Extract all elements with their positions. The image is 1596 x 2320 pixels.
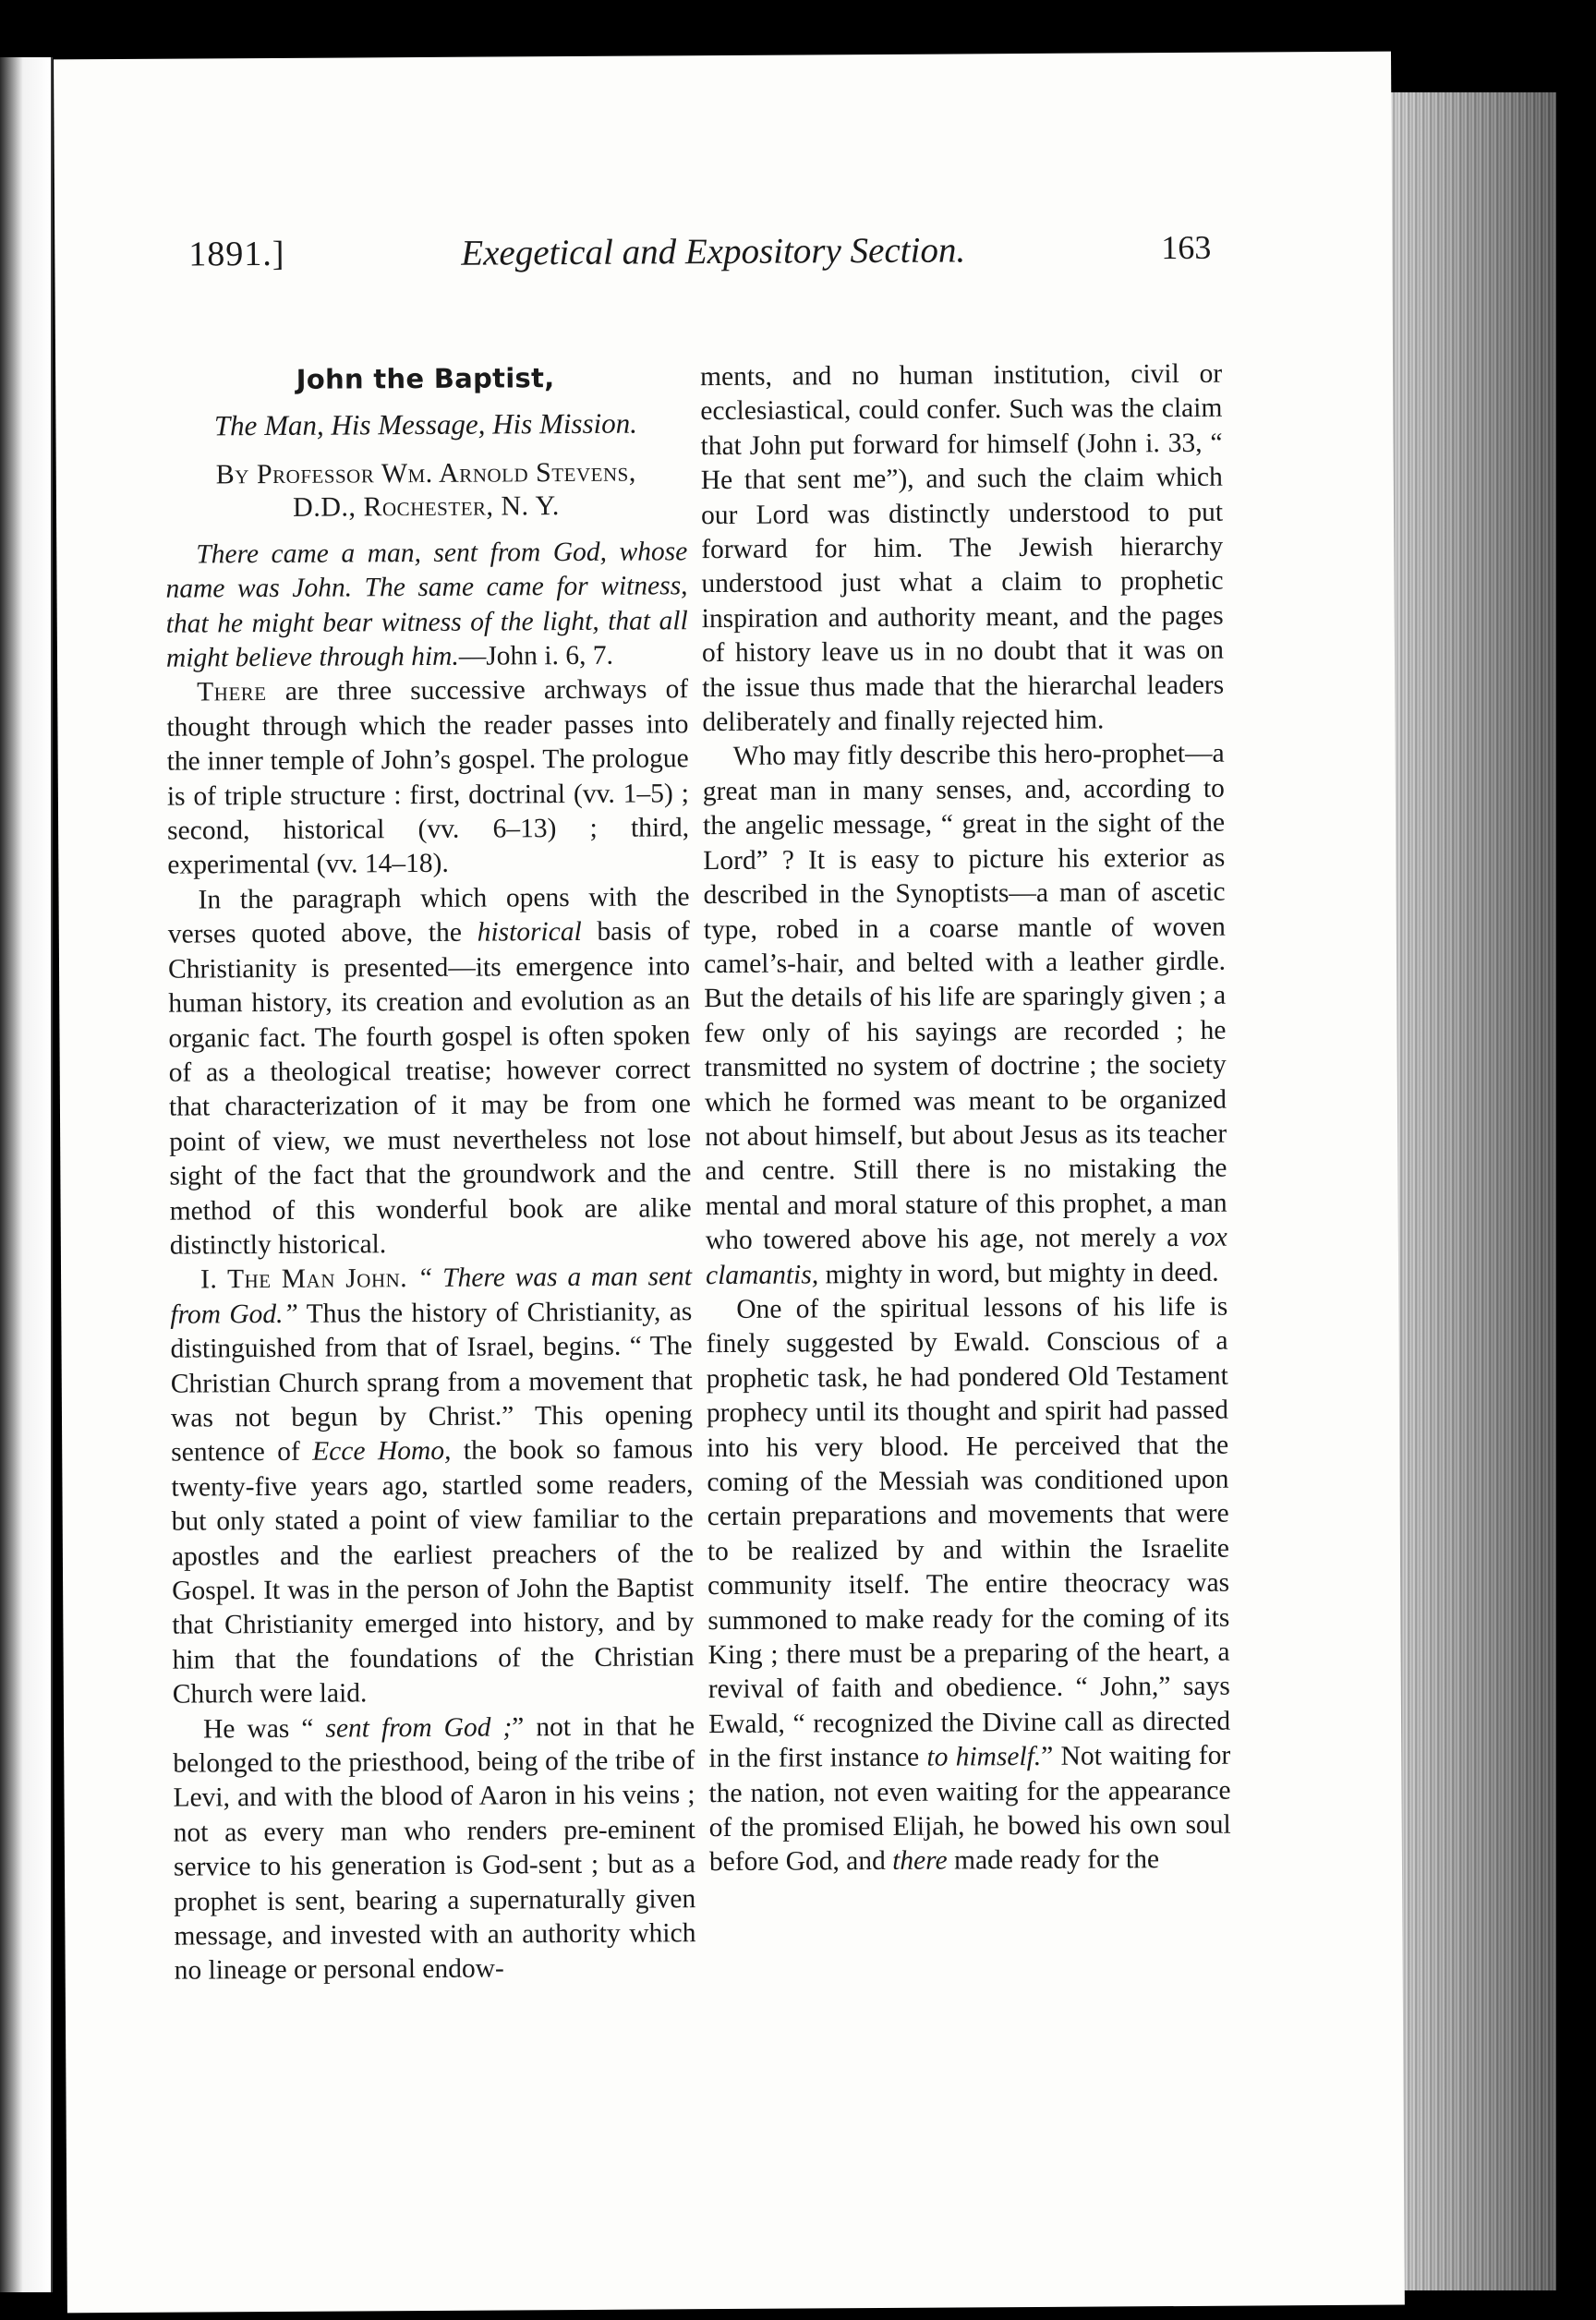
- paragraph-4-text-a: He was “: [202, 1713, 326, 1745]
- book-page: [54, 52, 1405, 2314]
- article-title: John the Baptist,: [296, 362, 555, 395]
- paragraph-5-text-b: mighty in word, but mighty in deed.: [818, 1257, 1219, 1289]
- paragraph-4-emphasis: sent from God ;: [325, 1712, 513, 1744]
- paragraph-1: [166, 673, 689, 884]
- left-page-edge: [0, 57, 53, 2292]
- paragraph-2-emphasis: historical: [477, 917, 582, 948]
- paragraph-5: [703, 737, 1228, 1293]
- paragraph-6: [706, 1290, 1231, 1880]
- epigraph: There came a man, sent from God, whose name was John. The same came for witness, that he might bear witness of the light, that all might believe through him.: [165, 537, 688, 673]
- byline: [165, 455, 687, 525]
- paragraph-3-text-b: the book so famous twenty-five years ago, startled some readers, but only stated a point of view familiar to the apostles and the earliest preachers of the Gospel. It was in the person of John the Baptist that Christianity emerged into history, and by him that the foundations of the Christian Church were laid.: [171, 1434, 695, 1710]
- byline-line-2: D.D., Rochester, N. Y.: [293, 489, 560, 523]
- paragraph-6-text-a: One of the spiritual lessons of his life is finely suggested by Ewald. Conscious of a prophetic task, he had pondered Old Testament prophecy until its thought and spirit had passed into his very blood. He perceived that the coming of the Messiah was conditioned upon certain preparations and movements that were to be realized by and within the Israelite community itself. The entire theocracy was summoned to make ready for the coming of its King ; there must be a preparing of the heart, a revival of faith and obedience. “ John,” says Ewald, “ recognized the Divine call as directed in the first instance: [706, 1291, 1231, 1774]
- right-column: [700, 357, 1231, 1880]
- paragraph-3: [170, 1261, 695, 1713]
- article-subtitle: The Man, His Message, His Mission.: [213, 406, 638, 442]
- paragraph-2-text-a: In the paragraph which opens with the verses quoted above, the: [167, 882, 690, 949]
- epigraph-reference: —John i. 6, 7.: [458, 640, 614, 671]
- paragraph-1-text: are three successive archways of thought through which the reader passes into the inner temple of John’s gospel. The prologue is of triple structure : first, doctrinal (vv. 1–5) ; second, historical (vv. 6–13) ; third, experimental (vv. 14–18).: [166, 674, 690, 881]
- epigraph-paragraph: [165, 535, 688, 676]
- paragraph-1-lead: There: [197, 677, 267, 707]
- left-column: [164, 360, 696, 1988]
- paragraph-6-emphasis-2: there: [892, 1846, 948, 1877]
- paragraph-5-text-a: Who may fitly describe this hero-prophet—a great man in many senses, and, according to the angelic message, “ great in the sight of the Lord” ? It is easy to picture his exterior as described in the Synoptists—a man of ascetic type, robed in a coarse mantle of woven camel’s-hair, and belted with a leather girdle. But the details of his life are sparingly given ; a few only of his sayings are recorded ; he transmitted no system of doctrine ; the society which he formed was meant to be organized not about himself, but about Jesus as its teacher and centre. Still there is no mistaking the mental and moral stature of this prophet, a man who towered above his age, not merely a: [702, 739, 1227, 1256]
- book-page-edges: [1381, 92, 1556, 2290]
- paragraph-2-text-b: basis of Christianity is presented—its emergence into human history, its creation and evolution as an organic fact. The fourth gospel is often spoken of as a theological treatise; however correct that characterization of it may be from one point of view, we must nevertheless not lose sight of the fact that the groundwork and the method of this wonderful book are alike distinctly historical.: [167, 916, 692, 1261]
- paragraph-6-text-c: made ready for the: [947, 1844, 1160, 1877]
- paragraph-3-emphasis: Ecce Homo,: [312, 1436, 452, 1468]
- paragraph-4: [173, 1710, 696, 1989]
- running-title: Exegetical and Expository Section.: [461, 230, 966, 273]
- paragraph-6-emphasis-1: to himself.: [926, 1742, 1042, 1772]
- paragraph-4-text-b: ” not in that he belonged to the priesthood, being of the tribe of Levi, and with the blood of Aaron in his veins ; not as every man who renders pre-eminent service to his generation is God-sent ; but as a prophet is sent, bearing a supernaturally given message, and invested with an authority which no lineage or personal endow-: [173, 1710, 696, 1987]
- header-year: 1891.]: [188, 234, 285, 274]
- paragraph-2: [167, 880, 692, 1263]
- running-header: [54, 227, 1392, 291]
- paragraph-6-text-b: ” Not waiting for the nation, not even waiting for the appearance of the promised Elijah, he bowed his own soul before God, and: [708, 1740, 1231, 1878]
- section-heading-the-man-john: I. The Man John.: [200, 1263, 408, 1295]
- paragraph-4-continued: ments, and no human institution, civil or ecclesiastical, could confer. Such was the claim that John put forward for himself (John i. 33, “ He that sent me”), and such the claim which our Lord was distinctly understood to put forward for him. The Jewish hierarchy understood just what a claim to prophetic inspiration and authority meant, and the pages of history leave us in no doubt that it was on the issue thus made that the hierarchal leaders deliberately and finally rejected him.: [700, 358, 1225, 738]
- paragraph-3-quote: “ There was a man sent from God.”: [170, 1262, 693, 1330]
- page-number: 163: [1161, 228, 1212, 267]
- paragraph-3-text-a: Thus the history of Christianity, as distinguished from that of Israel, begins. “ The Christian Church sprang from a movement that was not begun by Christ.” This opening sentence of: [170, 1296, 694, 1468]
- paragraph-5-emphasis: vox clamantis,: [705, 1222, 1227, 1290]
- byline-line-1: By Professor Wm. Arnold Stevens,: [215, 456, 636, 490]
